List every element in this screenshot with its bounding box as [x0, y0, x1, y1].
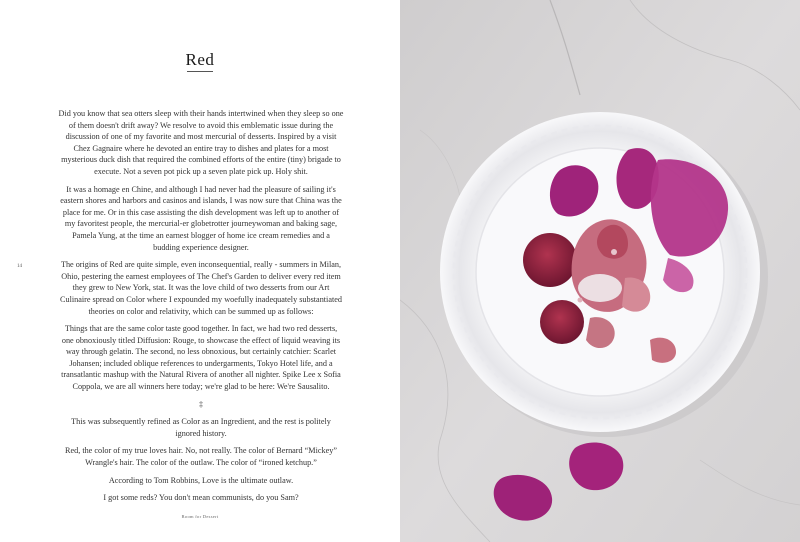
running-footer: Room for Dessert: [181, 514, 219, 519]
paragraph: I got some reds? You don't mean communists, do you Sam?: [103, 493, 299, 503]
page-title: Red: [185, 50, 215, 69]
paragraph: Did you know that sea otters sleep with their hands intertwined when they sleep so one of them doesn't drift away? We resolve to avoid this emblematic issue during the discussion of one of my favorite and most mercurial of desserts. Inspired by a visit Chez Gagnaire where he devoted an entire tray to dishes and plates for a most mysterious duck dish that required the combined efforts of the entire (tiny) brigade to execute. Not a seven pot pick up a seven plate pick up. Holy shit.: [58, 109, 344, 176]
garnish-dot: [611, 249, 617, 255]
paragraph: It was a homage en Chine, and although I had never had the pleasure of sailing it's eastern shores and harbors and casinos and islands, I was now sure that China was the place for me. Or in this case assisting the dish development was left up to another of my favoritest people, the mercurial-er globetrotter journeywoman and baking sage, Pamela Yung, at the time an earnest blogger of home ice cream remedies and a budding experience designer.: [60, 184, 342, 252]
dessert-photo: [400, 0, 800, 542]
section-ornament: ‡: [199, 399, 203, 409]
paragraph: The origins of Red are quite simple, even inconsequential, really - summers in Milan, Ohio, pestering the earnest employees of The Chef's Garden to deliver every red item they grew to New York, stat. It was the love child of two desserts from our Art Culinaire spread on Color where I expounded my woefully inadequately substantiated theories on color and relativity, which can be summed up as follows:: [60, 260, 342, 316]
paragraph: Red, the color of my true loves hair. No, not really. The color of Bernard “Mickey” Wrangle's hair. The color of the outlaw. The color of “ironed ketchup.”: [65, 446, 337, 468]
paragraph: This was subsequently refined as Color as an Ingredient, and the rest is politely ignored history.: [71, 417, 331, 438]
title-underline: [187, 71, 213, 72]
cream-quenelle: [578, 274, 622, 302]
body-text: [58, 108, 344, 510]
page-number: 14: [17, 264, 22, 269]
beet-slice: [523, 233, 577, 287]
paragraph: Things that are the same color taste good together. In fact, we had two red desserts, one obnoxiously titled Diffusion: Rouge, to showcase the effect of liquid weaving its way through gelatin. The second, no less obnoxious, but certainly catchier: Scarlet Johansen; included oblique references to undergarments, Tokyo Hotel life, and a transatlantic mashup with the Natural Rivera of another all nighter. Spike Lee x Sofia Coppola, we are all winners here today; we're glad to be here: We're Sausalito.: [61, 324, 341, 392]
dessert-photo-illustration: [400, 0, 800, 542]
paragraph: According to Tom Robbins, Love is the ultimate outlaw.: [108, 475, 294, 485]
beet-slice: [540, 300, 584, 344]
garnish-dot: [578, 298, 583, 303]
